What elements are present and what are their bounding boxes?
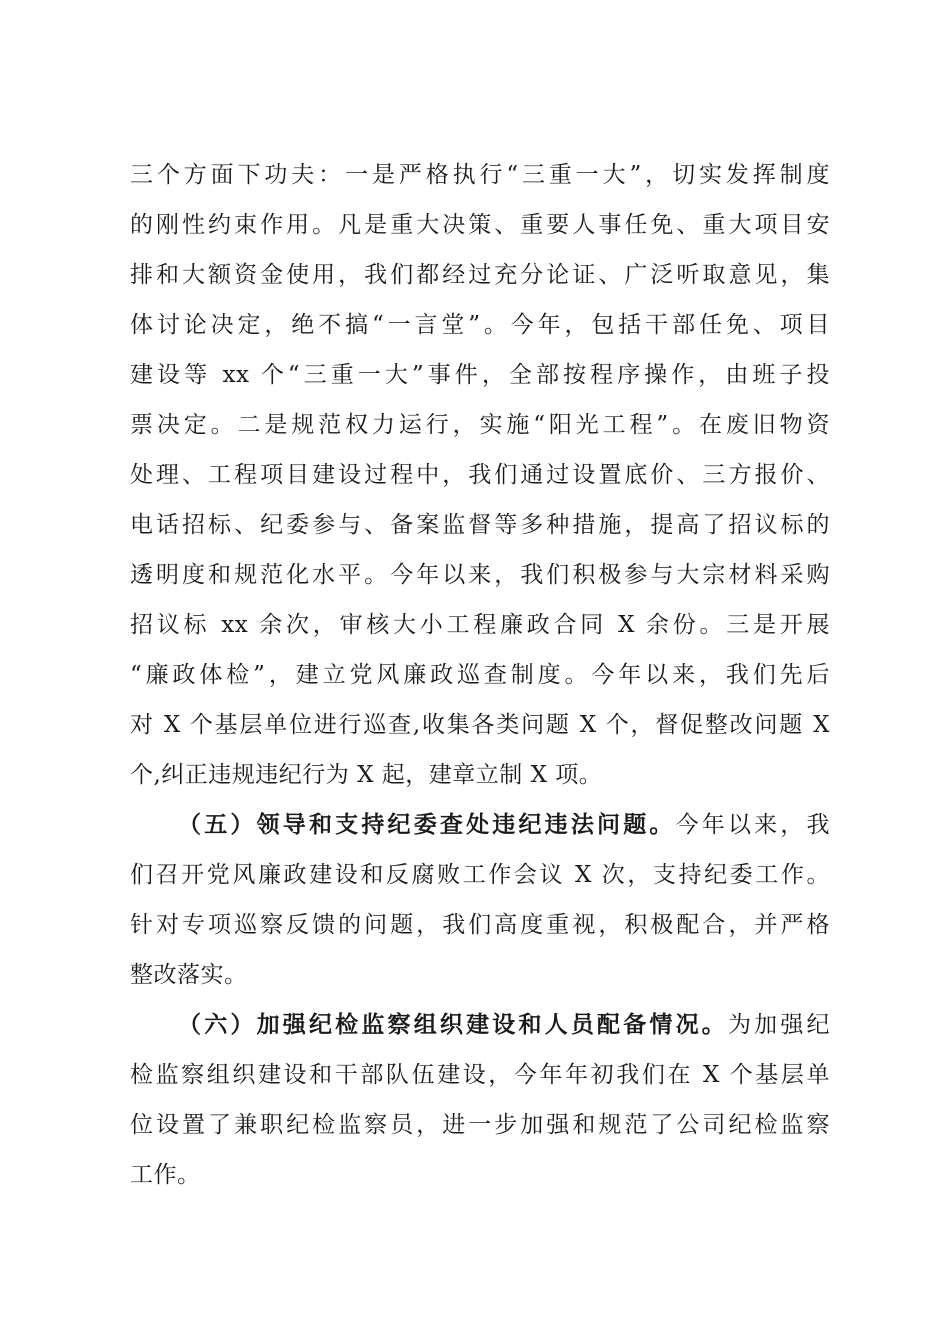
paragraph-3 xyxy=(130,1000,830,1200)
text-line: “廉政体检”，建立党风廉政巡查制度。今年以来，我们先后 xyxy=(130,662,830,688)
text-line: 对 X 个基层单位进行巡查,收集各类问题 X 个，督促整改问题 X xyxy=(130,712,830,738)
text-line: 体讨论决定，绝不搞“一言堂”。今年，包括干部任免、项目 xyxy=(130,312,830,338)
text-line: 位设置了兼职纪检监察员，进一步加强和规范了公司纪检监察 xyxy=(130,1112,830,1138)
text-line: 排和大额资金使用，我们都经过充分论证、广泛听取意见，集 xyxy=(130,262,830,288)
text-line: 检监察组织建设和干部队伍建设，今年年初我们在 X 个基层单 xyxy=(130,1062,830,1088)
text-line: 透明度和规范化水平。今年以来，我们积极参与大宗材料采购 xyxy=(130,562,830,588)
text-line: 处理、工程项目建设过程中，我们通过设置底价、三方报价、 xyxy=(130,462,830,488)
text-line: 整改落实。 xyxy=(130,962,248,988)
text-line: 个,纠正违规违纪行为 X 起，建章立制 X 项。 xyxy=(130,762,603,788)
text-line: 们召开党风廉政建设和反腐败工作会议 X 次，支持纪委工作。 xyxy=(130,862,830,888)
text-span: 今年以来，我 xyxy=(675,812,830,838)
paragraph-1 xyxy=(130,150,830,800)
text-line: 的刚性约束作用。凡是重大决策、重要人事任免、重大项目安 xyxy=(130,212,830,238)
text-line: 工作。 xyxy=(130,1162,201,1188)
text-line: 建设等 xx 个“三重一大”事件，全部按程序操作，由班子投 xyxy=(130,362,830,388)
text-line: 电话招标、纪委参与、备案监督等多种措施，提高了招议标的 xyxy=(130,512,830,538)
text-line: 针对专项巡察反馈的问题，我们高度重视，积极配合，并严格 xyxy=(130,912,830,938)
section-heading-5: （五）领导和支持纪委查处违纪违法问题。 xyxy=(178,811,676,838)
text-line: 票决定。二是规范权力运行，实施“阳光工程”。在废旧物资 xyxy=(130,412,830,438)
document-body xyxy=(130,150,830,1200)
text-line: 三个方面下功夫：一是严格执行“三重一大”，切实发挥制度 xyxy=(130,162,830,188)
text-line xyxy=(130,1000,830,1050)
text-span: 为加强纪 xyxy=(727,1012,830,1038)
text-line xyxy=(130,800,830,850)
section-heading-6: （六）加强纪检监察组织建设和人员配备情况。 xyxy=(178,1011,728,1038)
text-line: 招议标 xx 余次，审核大小工程廉政合同 X 余份。三是开展 xyxy=(130,612,830,638)
paragraph-2 xyxy=(130,800,830,1000)
